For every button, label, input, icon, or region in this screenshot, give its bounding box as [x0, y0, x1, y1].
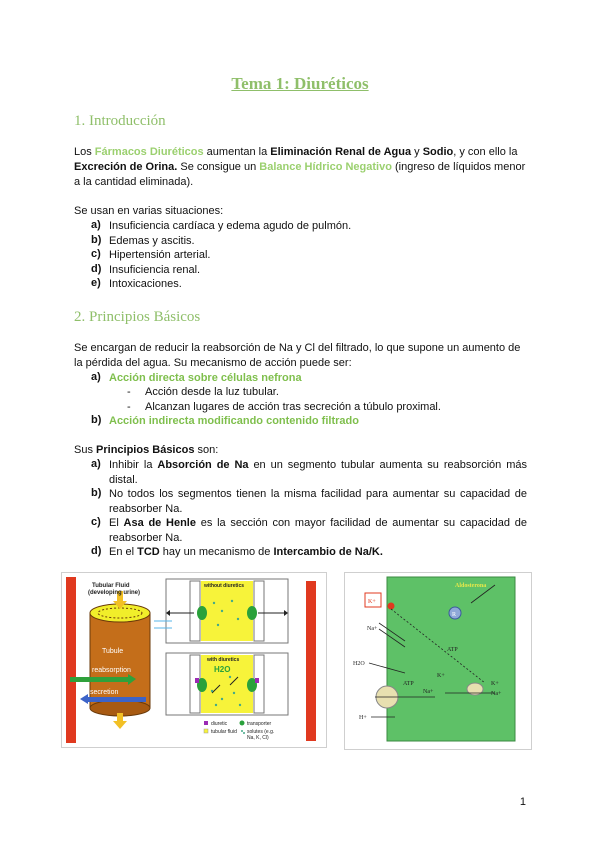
svg-text:H+: H+ [359, 715, 367, 721]
principles-intro: Sus Principios Básicos son: [74, 444, 219, 456]
mechanism-paragraph: Se encargan de reducir la reabsorción de Na y Cl del filtrado, lo que supone un aumento de la pérdida del agua. Su mecanismo de acción puede ser: [74, 342, 521, 369]
sub-item: Acción desde la luz tubular. [145, 386, 279, 398]
svg-text:Na+: Na+ [367, 626, 378, 632]
svg-text:H2O: H2O [214, 665, 231, 674]
svg-text:Aldosterona: Aldosterona [455, 583, 487, 589]
list-item: Intoxicaciones. [109, 278, 182, 290]
list-item: Edemas y ascitis. [109, 235, 195, 247]
section-2-heading: 2. Principios Básicos [74, 309, 201, 325]
list-item: Hipertensión arterial. [109, 249, 211, 261]
principle-item: No todos los segmentos tienen la misma facilidad para aumentar su capacidad de reabsorber Na. [109, 488, 527, 515]
svg-text:(developing urine): (developing urine) [88, 590, 141, 596]
svg-text:with diuretics: with diuretics [207, 657, 240, 663]
mechanism-item: Acción directa sobre células nefrona [109, 372, 302, 384]
svg-text:Tubular Fluid: Tubular Fluid [92, 583, 130, 589]
svg-text:ATP: ATP [447, 647, 458, 653]
svg-text:Na+: Na+ [491, 691, 502, 697]
svg-text:solutes (e.g.: solutes (e.g. [247, 729, 275, 735]
svg-text:R: R [452, 612, 457, 618]
svg-text:reabsorption: reabsorption [92, 667, 131, 674]
principle-item: En el TCD hay un mecanismo de Intercambio de Na/K. [109, 546, 383, 558]
membrane-bar [66, 577, 76, 743]
page-number: 1 [519, 796, 526, 808]
svg-text:Na, K, Cl): Na, K, Cl) [247, 735, 269, 741]
svg-text:ATP: ATP [403, 681, 414, 687]
sub-item: Alcanzan lugares de acción tras secreción a túbulo proximal. [145, 401, 441, 413]
tubule-diuretics-figure [61, 572, 327, 748]
svg-text:secretion: secretion [90, 689, 119, 696]
list-item: Insuficiencia renal. [109, 264, 201, 276]
svg-text:transporter: transporter [247, 721, 272, 727]
principle-item: El Asa de Henle es la sección con mayor facilidad de aumentar su capacidad de reabsorber Na. [109, 517, 527, 544]
svg-text:H2O: H2O [353, 661, 365, 667]
section-1-heading: 1. Introducción [74, 113, 166, 129]
svg-text:Na+: Na+ [423, 689, 434, 695]
uses-intro: Se usan en varias situaciones: [74, 205, 224, 217]
list-item: Insuficiencia cardíaca y edema agudo de pulmón. [109, 220, 352, 232]
principle-item: Inhibir la Absorción de Na en un segmento tubular aumenta su reabsorción más distal. [109, 459, 527, 486]
intro-paragraph: Los Fármacos Diuréticos aumentan la Eliminación Renal de Agua y Sodio, y con ello la Excreción de Orina. Se consigue un Balance Hídrico Negativo (ingreso de líquidos menor a la cantidad eliminada). [74, 146, 526, 188]
svg-text:diuretic: diuretic [211, 721, 228, 727]
distal-cell-figure [344, 572, 532, 750]
svg-text:K+: K+ [437, 673, 445, 679]
svg-text:K+: K+ [368, 599, 376, 605]
svg-text:without diuretics: without diuretics [204, 583, 244, 589]
cell-body [387, 577, 515, 741]
svg-text:K+: K+ [491, 681, 499, 687]
mechanism-item: Acción indirecta modificando contenido filtrado [109, 415, 359, 427]
svg-text:tubular fluid: tubular fluid [211, 729, 237, 735]
page-title: Tema 1: Diuréticos [231, 74, 369, 93]
svg-text:Tubule: Tubule [102, 648, 124, 655]
